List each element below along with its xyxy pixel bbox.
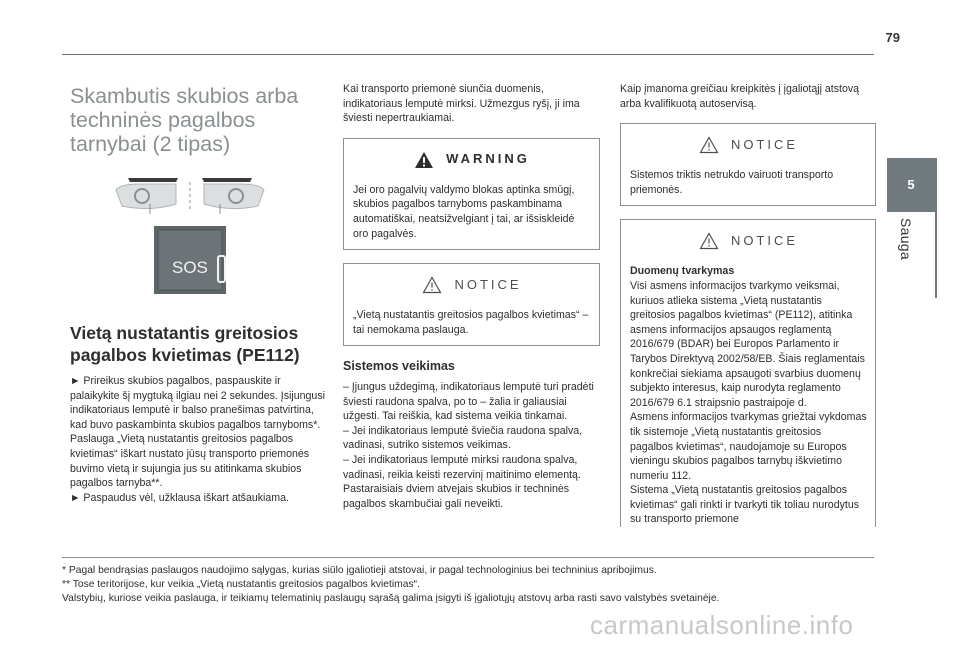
notice-text: Visi asmens informacijos tvarkymo veiksmai, kuriuos atlieka sistema „Vietą nustatantis greitosios pagalbos kvietimas“ (PE112), atitinka asmens informacijos apsaugos reglamentą 2016/679 (BDAR) bei Europos Parlamento ir Tarybos Direktyvą 2002/58/EB. Šiais reglamentais konkrečiai siekiama apsaugoti svarbius duomenų subjekto interesus, kaip nurodyta reglamento 2016/679 6.1 straipsnio pastraipoje d. bbox=[630, 279, 865, 409]
footnote: * Pagal bendrąsias paslaugos naudojimo sąlygas, kurias siūlo įgaliotieji atstovai, ir pagal technologinius bei techninius apribojimus. bbox=[62, 565, 657, 576]
column-2 bbox=[343, 82, 600, 511]
chapter-tab-rule bbox=[935, 158, 937, 298]
sos-indicator-icon bbox=[217, 255, 226, 283]
paragraph: Kaip įmanoma greičiau kreipkitės į įgaliotąjį atstovą arba kvalifikuotą autoservisą. bbox=[620, 83, 860, 110]
notice-title: NOTICE bbox=[454, 276, 522, 292]
footnotes bbox=[62, 564, 882, 606]
column-3 bbox=[620, 82, 876, 540]
notice-header bbox=[353, 276, 591, 294]
notice-text: Sistema „Vietą nustatantis greitosios pagalbos kvietimas“ gali rinkti ir tvarkyti tik toliau nurodytus su transporto priemone bbox=[630, 484, 860, 526]
notice-triangle-icon bbox=[422, 276, 442, 294]
watermark: carmanualsonline.info bbox=[590, 610, 854, 640]
sos-label: SOS bbox=[172, 258, 208, 277]
footnote-rule bbox=[62, 557, 874, 558]
header-rule bbox=[62, 54, 874, 55]
warning-title: WARNING bbox=[446, 151, 530, 167]
paragraph: ► Prireikus skubios pagalbos, paspauskite ir palaikykite šį mygtuką ilgiau nei 2 sekundes. Įsijungusi indikatoriaus lemputė ir balso pranešimas patvirtina, kad buvo paskambinta skubios pagalbos tarnyboms*. bbox=[70, 375, 325, 431]
notice-box bbox=[620, 219, 876, 527]
paragraph: Pastaraisiais dviem atvejais skubios ir techninės pagalbos skambučiai gali neveikti. bbox=[343, 483, 570, 510]
notice-box bbox=[343, 263, 600, 346]
paragraph: Paslauga „Vietą nustatantis greitosios pagalbos kvietimas“ iškart nustato jūsų transporto priemonės buvimo vietą ir sujungia jus su atitinkama skubios pagalbos tarnyba**. bbox=[70, 433, 310, 490]
list-item: – Įjungus uždegimą, indikatoriaus lemputė turi pradėti šviesti raudona spalva, po to – žalia ir galiausiai užgesti. Tai reiškia, kad sistema veikia tinkamai. bbox=[343, 380, 594, 423]
notice-text: Sistemos triktis netrukdo vairuoti transporto priemonės. bbox=[630, 169, 834, 196]
sos-illustration bbox=[70, 172, 326, 308]
footnote: ** Tose teritorijose, kur veikia „Vietą nustatantis greitosios pagalbos kvietimas“. bbox=[62, 579, 420, 590]
warning-box bbox=[343, 138, 600, 250]
list-item: – Jei indikatoriaus lemputė šviečia raudona spalva, vadinasi, sutriko sistemos veikimas. bbox=[343, 424, 583, 452]
sos-button-icon bbox=[166, 246, 232, 290]
chapter-tab[interactable]: 5 bbox=[887, 158, 935, 212]
chapter-label: Sauga bbox=[898, 218, 914, 260]
section-title: Skambutis skubios arba techninės pagalbos tarnybai (2 tipas) bbox=[70, 84, 299, 156]
notice-heading: Duomenų tvarkymas bbox=[630, 265, 735, 278]
warning-text: Jei oro pagalvių valdymo blokas aptinka smūgį, skubios pagalbos tarnyboms paskambinama automatiškai, neatsižvelgiant į tai, ar išsiskleidė oro pagalvės. bbox=[353, 183, 575, 240]
warning-header bbox=[353, 151, 591, 169]
paragraph: Kai transporto priemonė siunčia duomenis, indikatoriaus lemputė mirksi. Užmezgus ryšį, ji ima šviesti nepertraukiamai. bbox=[343, 83, 580, 125]
notice-title: NOTICE bbox=[730, 233, 799, 249]
notice-box bbox=[620, 123, 876, 206]
warning-triangle-icon bbox=[414, 151, 434, 169]
paragraph: ► Paspaudus vėl, užklausa iškart atšaukiama. bbox=[70, 491, 289, 504]
subsection-title: Vietą nustatantis greitosios pagalbos kvietimas (PE112) bbox=[70, 323, 300, 365]
notice-title: NOTICE bbox=[730, 136, 799, 152]
notice-header bbox=[630, 232, 867, 250]
page-number: 79 bbox=[885, 30, 900, 45]
footnote: Valstybių, kuriose veikia paslauga, ir teikiamų telematinių paslaugų sąrašą galima įsigyti iš įgaliotųjų atstovų arba rasti savo valstybės svetainėje. bbox=[62, 593, 720, 604]
notice-triangle-icon bbox=[699, 232, 719, 250]
notice-text: „Vietą nustatantis greitosios pagalbos kvietimas“ – tai nemokama paslauga. bbox=[353, 309, 589, 336]
list-item: – Jei indikatoriaus lemputė mirksi raudona spalva, vadinasi, reikia keisti rezervinį maitinimo elementą. bbox=[343, 453, 581, 481]
notice-text: Asmens informacijos tvarkymas griežtai vykdomas tik sistemoje „Vietą nustatantis greitosios pagalbos kvietimas“, naudojamoje su Europos vieningu skubios pagalbos tarnybų iškvietimo numeriu 112. bbox=[630, 411, 867, 482]
column-1 bbox=[70, 82, 326, 505]
notice-triangle-icon bbox=[699, 136, 719, 154]
notice-header bbox=[630, 136, 867, 154]
section-heading: Sistemos veikimas bbox=[343, 359, 455, 374]
